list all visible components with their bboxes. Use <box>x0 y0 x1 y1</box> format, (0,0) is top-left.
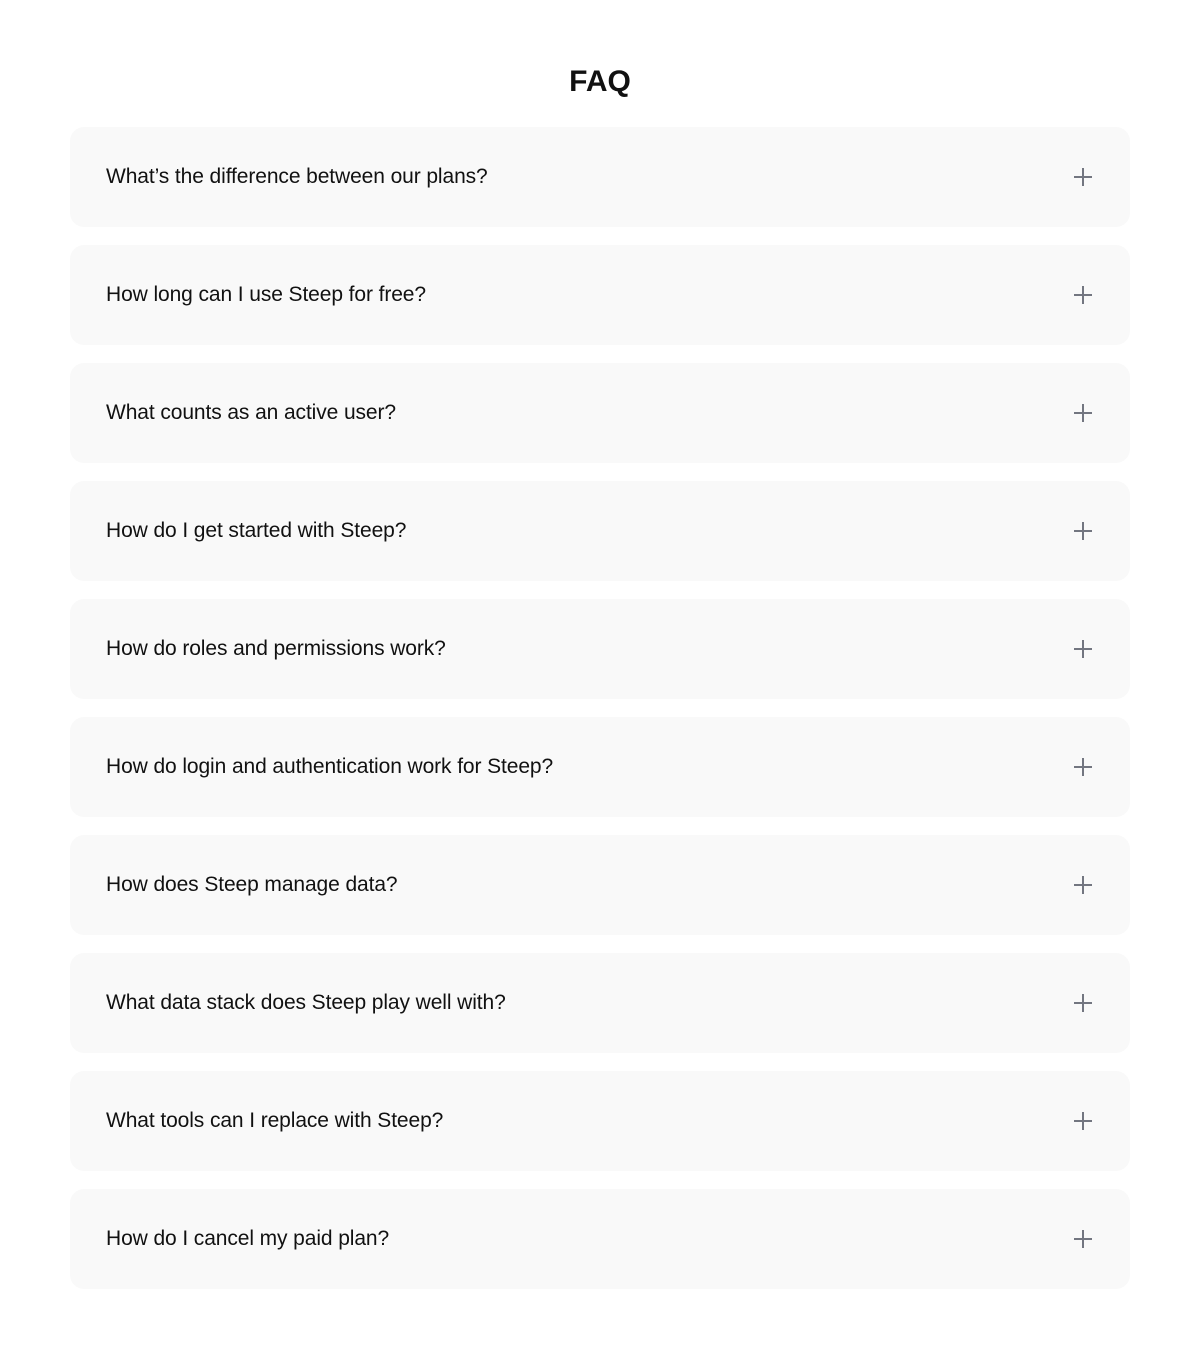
faq-question: How do I get started with Steep? <box>106 519 407 542</box>
faq-list <box>70 127 1130 1307</box>
faq-question: What tools can I replace with Steep? <box>106 1109 444 1132</box>
faq-item[interactable] <box>70 717 1130 817</box>
faq-item[interactable] <box>70 363 1130 463</box>
faq-item[interactable] <box>70 1071 1130 1171</box>
faq-question: What’s the difference between our plans? <box>106 165 488 188</box>
faq-question: How do roles and permissions work? <box>106 637 446 660</box>
faq-question: How does Steep manage data? <box>106 873 398 896</box>
faq-item[interactable] <box>70 835 1130 935</box>
faq-question: How do login and authentication work for Steep? <box>106 755 554 778</box>
faq-item[interactable] <box>70 127 1130 227</box>
plus-icon[interactable] <box>1074 758 1092 776</box>
plus-icon[interactable] <box>1074 640 1092 658</box>
faq-question: How long can I use Steep for free? <box>106 283 426 306</box>
plus-icon[interactable] <box>1074 876 1092 894</box>
plus-icon[interactable] <box>1074 1112 1092 1130</box>
plus-icon[interactable] <box>1074 1230 1092 1248</box>
plus-icon[interactable] <box>1074 168 1092 186</box>
faq-item[interactable] <box>70 245 1130 345</box>
faq-item[interactable] <box>70 481 1130 581</box>
faq-item[interactable] <box>70 953 1130 1053</box>
plus-icon[interactable] <box>1074 994 1092 1012</box>
page-title: FAQ <box>569 65 631 98</box>
faq-question: How do I cancel my paid plan? <box>106 1227 390 1250</box>
faq-question: What counts as an active user? <box>106 401 396 424</box>
faq-item[interactable] <box>70 1189 1130 1289</box>
plus-icon[interactable] <box>1074 286 1092 304</box>
plus-icon[interactable] <box>1074 404 1092 422</box>
plus-icon[interactable] <box>1074 522 1092 540</box>
faq-item[interactable] <box>70 599 1130 699</box>
faq-question: What data stack does Steep play well with? <box>106 991 506 1014</box>
